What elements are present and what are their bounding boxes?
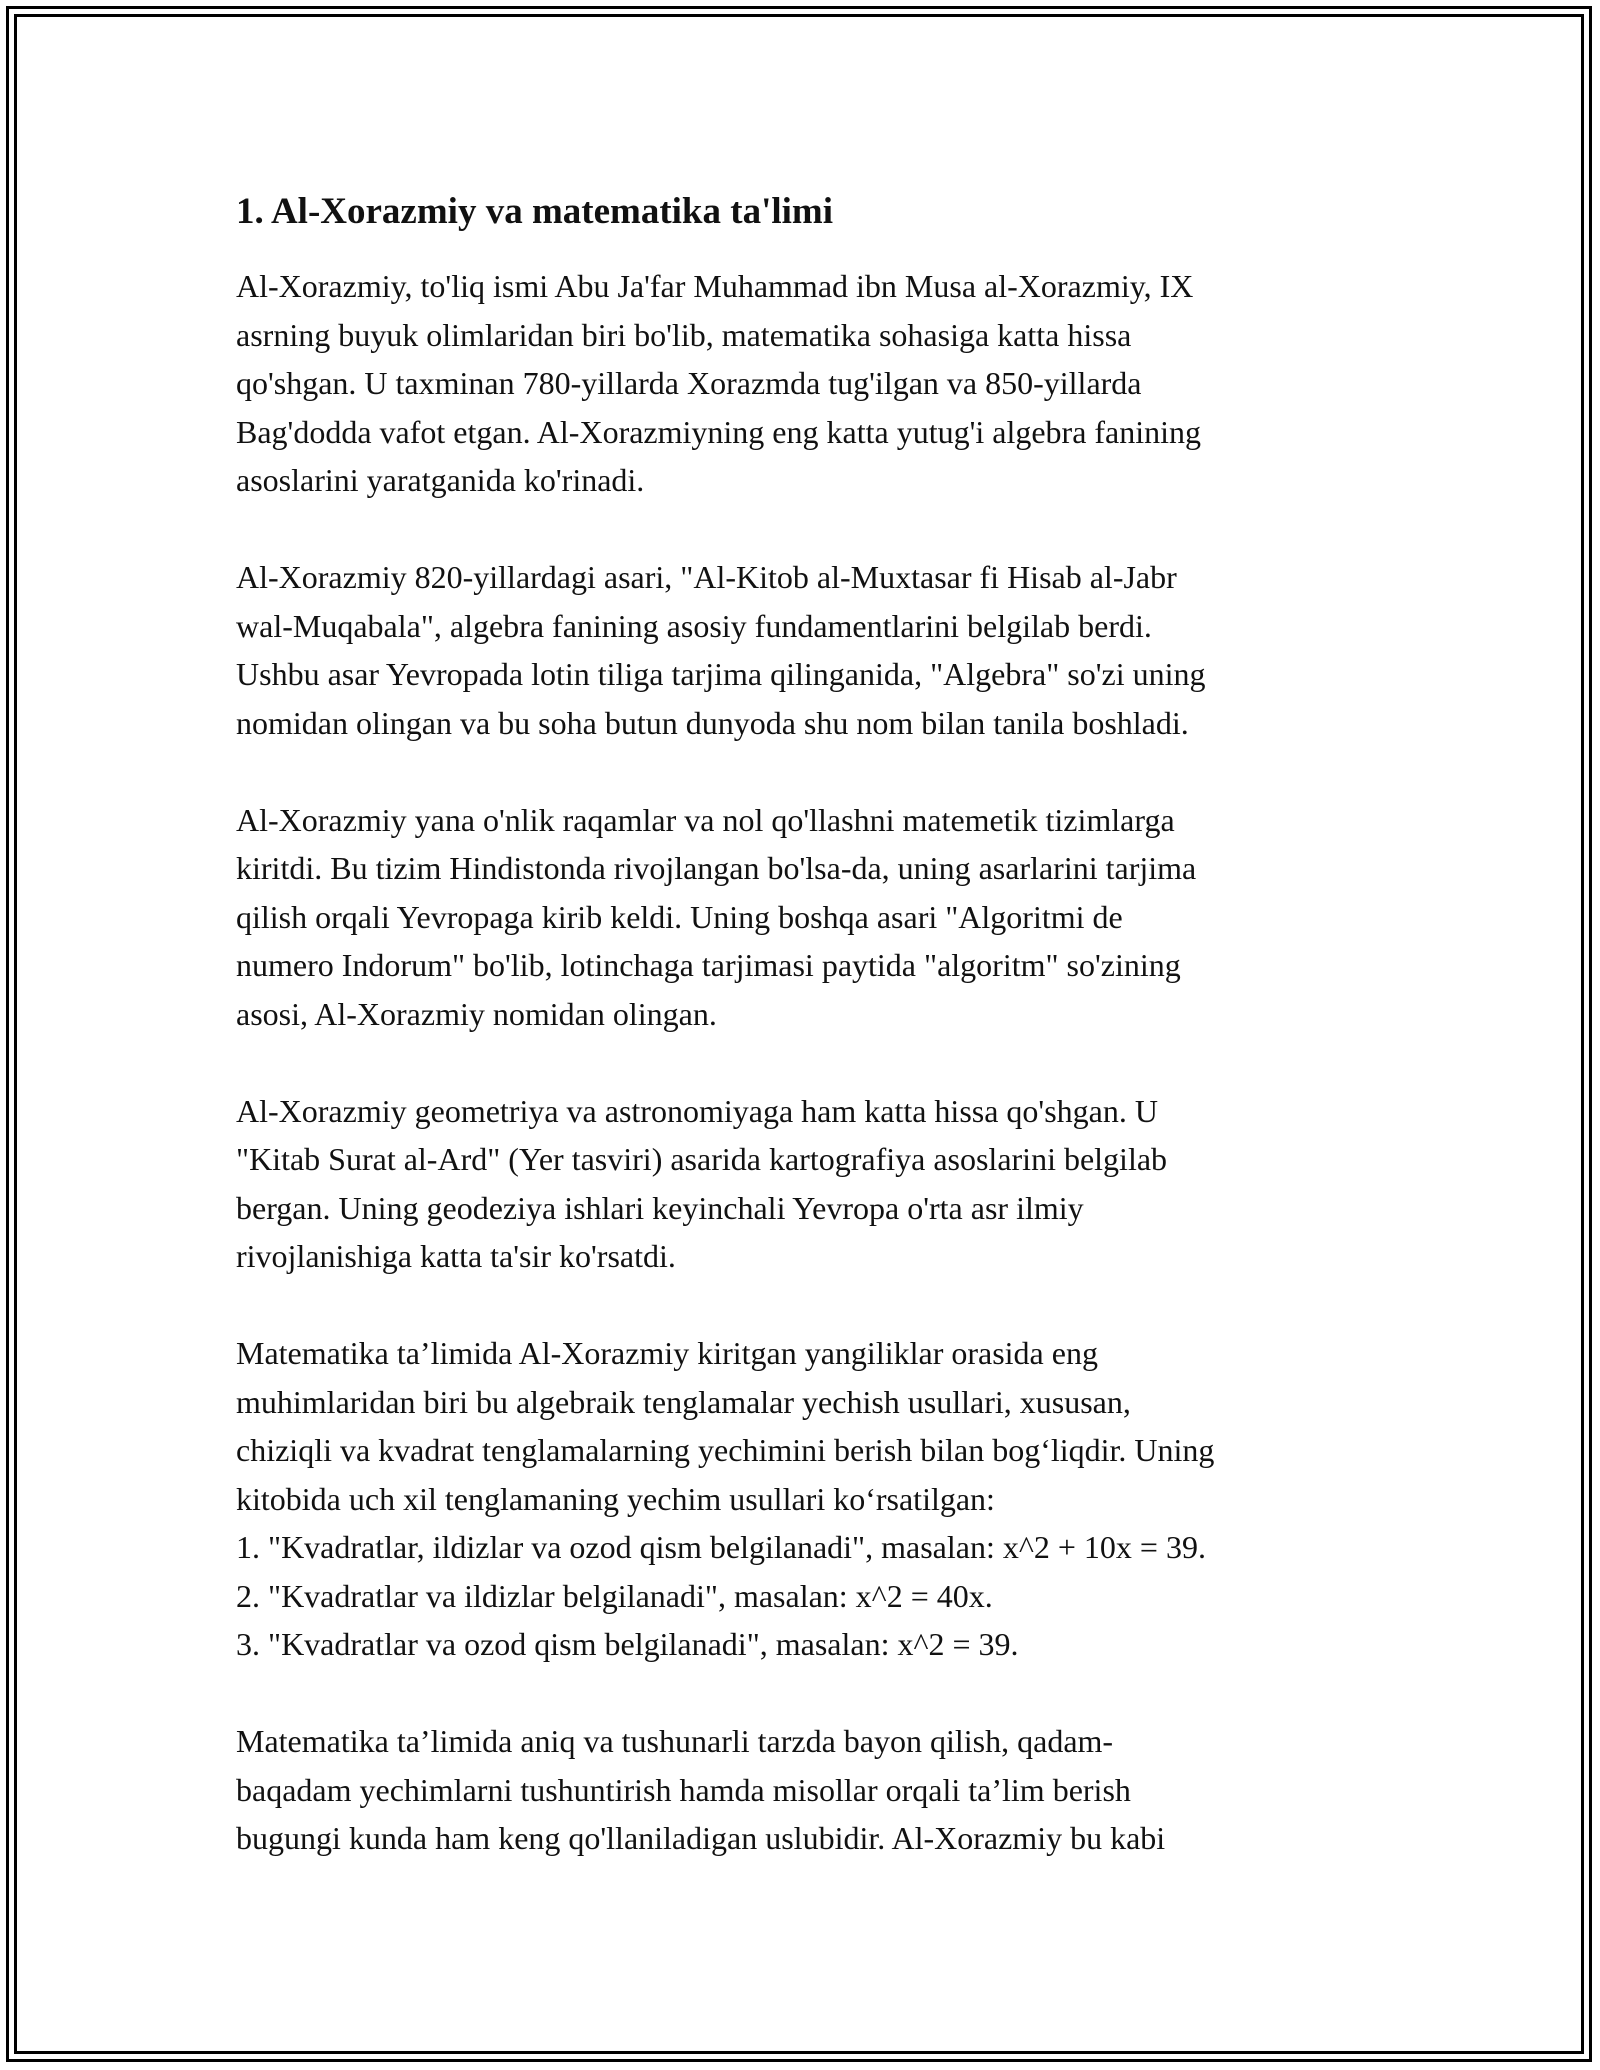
text-line: kiritdi. Bu tizim Hindistonda rivojlangan bo'lsa-da, uning asarlarini tarjima <box>236 850 1197 886</box>
text-line: Al-Xorazmiy geometriya va astronomiyaga ham katta hissa qo'shgan. U <box>236 1092 1158 1129</box>
text-line: chiziqli va kvadrat tenglamalarning yechimini berish bilan bog‘liqdir. Uning <box>236 1432 1215 1468</box>
list-item-equation-3: 3. "Kvadratlar va ozod qism belgilanadi", masalan: x^2 = 39. <box>236 1626 1019 1662</box>
text-line: Al-Xorazmiy yana o'nlik raqamlar va nol qo'llashni matemetik tizimlarga <box>236 801 1175 838</box>
text-line: nomidan olingan va bu soha butun dunyoda shu nom bilan tanila boshladi. <box>236 704 1189 741</box>
list-item-equation-1: 1. "Kvadratlar, ildizlar va ozod qism belgilanadi", masalan: x^2 + 10x = 39. <box>236 1529 1206 1565</box>
text-line: Al-Xorazmiy 820-yillardagi asari, "Al-Kitob al-Muxtasar fi Hisab al-Jabr <box>236 559 1177 595</box>
text-line: Ushbu asar Yevropada lotin tiliga tarjima qilinganida, "Algebra" so'zi uning <box>236 656 1206 692</box>
text-line: asosi, Al-Xorazmiy nomidan olingan. <box>236 995 717 1032</box>
paragraph-biography <box>236 262 1376 505</box>
paragraph-algebra-book <box>236 553 1376 747</box>
text-line: qo'shgan. U taxminan 780-yillarda Xorazmda tug'ilgan va 850-yillarda <box>236 365 1142 401</box>
text-line: asoslarini yaratganida ko'rinadi. <box>236 462 645 498</box>
text-line: Matematika ta’limida aniq va tushunarli tarzda bayon qilish, qadam- <box>236 1723 1114 1759</box>
text-line: Al-Xorazmiy, to'liq ismi Abu Ja'far Muhammad ibn Musa al-Xorazmiy, IX <box>236 268 1194 304</box>
text-line: wal-Muqabala", algebra fanining asosiy fundamentlarini belgilab berdi. <box>236 607 1152 644</box>
text-line: "Kitab Surat al-Ard" (Yer tasviri) asarida kartografiya asoslarini belgilab <box>236 1141 1168 1177</box>
text-line: baqadam yechimlarni tushuntirish hamda misollar orqali ta’lim berish <box>236 1771 1131 1808</box>
document-body <box>236 188 1376 1911</box>
paragraph-decimal-numbers <box>236 796 1376 1039</box>
text-line: rivojlanishiga katta ta'sir ko'rsatdi. <box>236 1238 676 1274</box>
text-line: qilish orqali Yevropaga kirib keldi. Uning boshqa asari "Algoritmi de <box>236 898 1123 935</box>
text-line: asrning buyuk olimlaridan biri bo'lib, matematika sohasiga katta hissa <box>236 316 1132 353</box>
paragraph-geometry-astronomy <box>236 1087 1376 1281</box>
section-heading: 1. Al-Xorazmiy va matematika ta'limi <box>236 191 834 232</box>
text-line: kitobida uch xil tenglamaning yechim usullari ko‘rsatilgan: <box>236 1480 995 1517</box>
text-line: bugungi kunda ham keng qo'llaniladigan uslubidir. Al-Xorazmiy bu kabi <box>236 1820 1166 1856</box>
list-item-equation-2: 2. "Kvadratlar va ildizlar belgilanadi", masalan: x^2 = 40x. <box>236 1577 993 1614</box>
text-line: numero Indorum" bo'lib, lotinchaga tarjimasi paytida "algoritm" so'zining <box>236 947 1181 983</box>
paragraph-equation-methods <box>236 1329 1376 1669</box>
text-line: Matematika ta’limida Al-Xorazmiy kiritgan yangiliklar orasida eng <box>236 1335 1098 1371</box>
text-line: bergan. Uning geodeziya ishlari keyinchali Yevropa o'rta asr ilmiy <box>236 1189 1084 1226</box>
paragraph-teaching-style <box>236 1717 1376 1863</box>
text-line: Bag'dodda vafot etgan. Al-Xorazmiyning eng katta yutug'i algebra fanining <box>236 413 1202 450</box>
text-line: muhimlaridan biri bu algebraik tenglamalar yechish usullari, xususan, <box>236 1383 1131 1420</box>
